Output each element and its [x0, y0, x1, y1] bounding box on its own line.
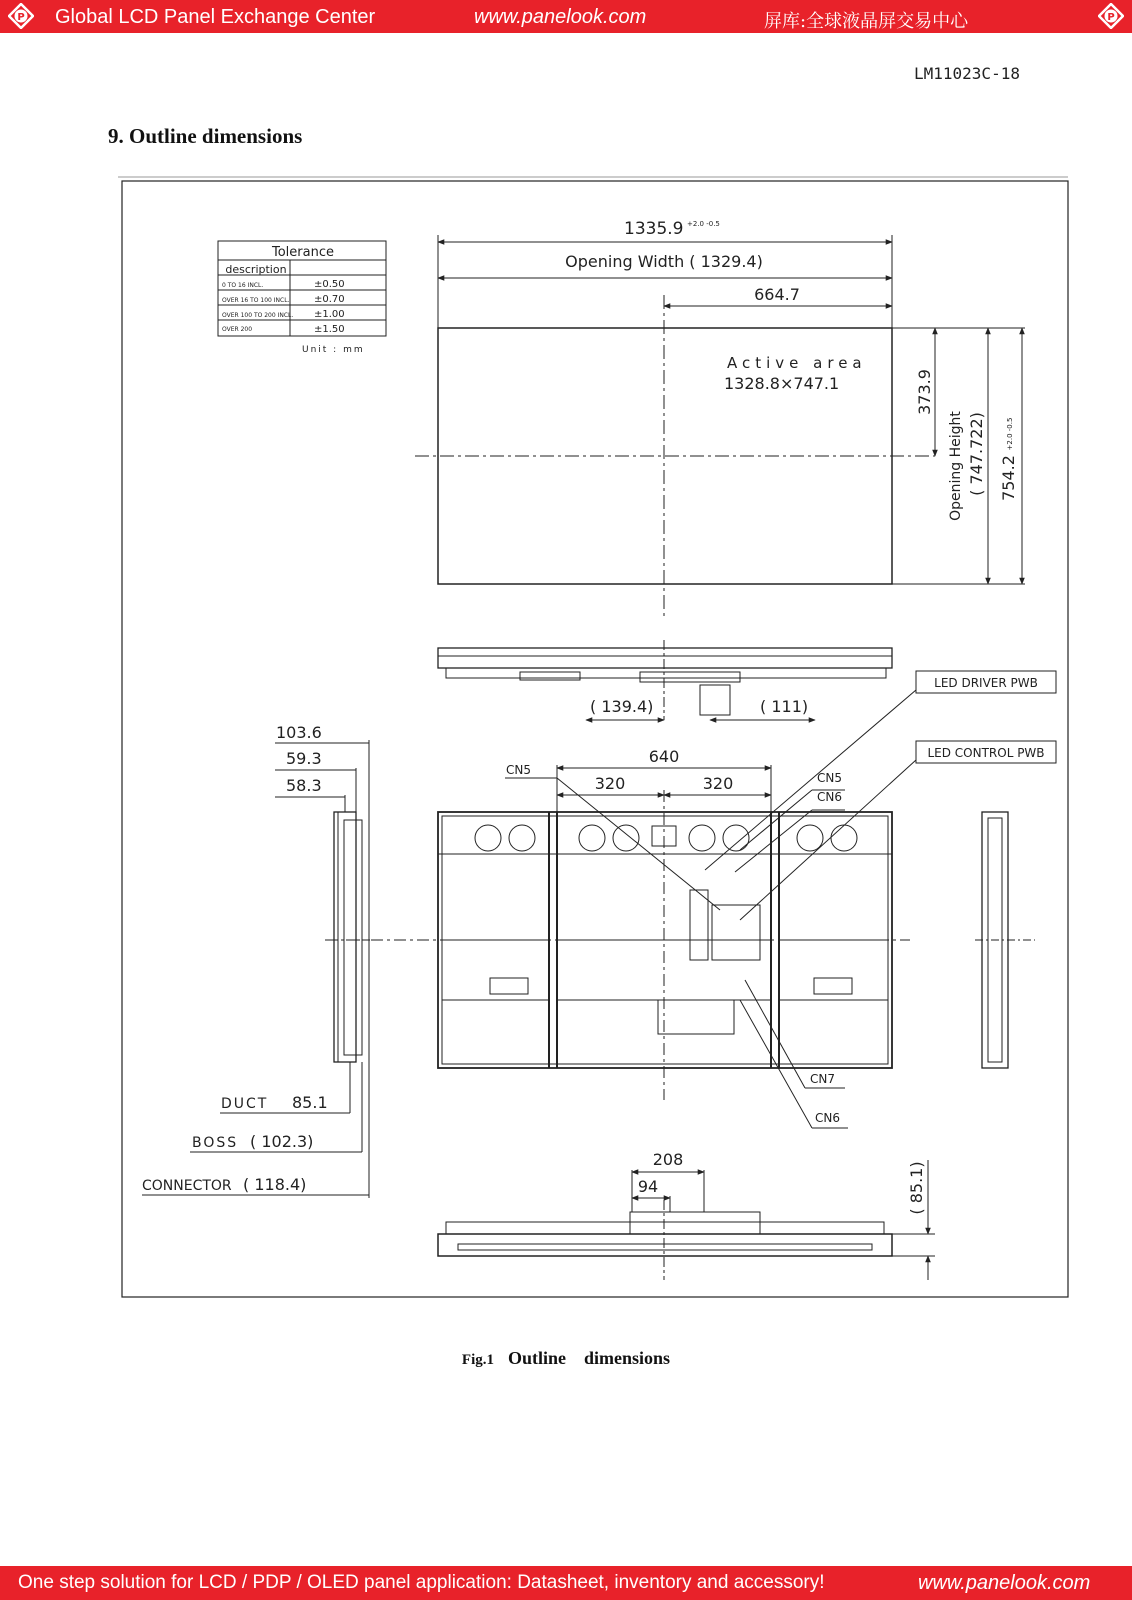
dim-320-left: 320 [594, 774, 626, 793]
figure-caption-text: Outline dimensions [508, 1348, 671, 1368]
tolerance-unit: Unit : mm [302, 345, 365, 355]
dim-59: 59.3 [286, 749, 322, 768]
dim-103: 103.6 [276, 723, 322, 742]
label-duct: DUCT [221, 1096, 269, 1112]
footer-url-link[interactable]: www.panelook.com [918, 1572, 1091, 1594]
opening-height-value: ( 747.722) [967, 412, 986, 496]
dim-duct: 85.1 [292, 1093, 328, 1112]
dim-94: 94 [637, 1177, 659, 1196]
callout-led-driver: LED DRIVER PWB [934, 676, 1038, 690]
dim-640: 640 [648, 747, 680, 766]
dim-208: 208 [652, 1150, 684, 1169]
tolerance-value: ±0.50 [314, 279, 345, 290]
active-area-value: 1328.8×747.1 [724, 374, 840, 393]
tolerance-value: ±1.00 [314, 309, 345, 320]
tolerance-range: OVER 100 TO 200 INCL. [222, 312, 294, 319]
dim-overall-width: 1335.9 [624, 219, 684, 239]
tolerance-range: 0 TO 16 INCL. [222, 282, 264, 289]
dim-139: ( 139.4) [590, 697, 654, 716]
callout-led-control: LED CONTROL PWB [927, 746, 1045, 760]
opening-height-label: Opening Height [948, 411, 964, 521]
dim-320-right: 320 [702, 774, 734, 793]
callout-cn7: CN7 [810, 1072, 835, 1086]
header-right-text: 屏库:全球液晶屏交易中心 [764, 11, 969, 32]
dim-boss: ( 102.3) [250, 1132, 314, 1151]
dim-half-width: 664.7 [754, 285, 800, 304]
dim-connector: ( 118.4) [243, 1175, 307, 1194]
header-url-link[interactable]: www.panelook.com [474, 6, 647, 28]
svg-text:P: P [1107, 12, 1115, 23]
tolerance-col-header: description [225, 263, 287, 276]
label-connector: CONNECTOR [142, 1178, 232, 1194]
tolerance-value: ±1.50 [314, 324, 345, 335]
callout-cn6-bottom: CN6 [815, 1111, 840, 1125]
callout-cn6-top: CN6 [817, 790, 842, 804]
footer-bar [0, 1566, 1132, 1600]
footer-text: One step solution for LCD / PDP / OLED panel application: Datasheet, inventory and accessory! [18, 1572, 825, 1593]
dim-opening-width: Opening Width ( 1329.4) [565, 252, 763, 271]
callout-cn5-right: CN5 [817, 771, 842, 785]
active-area-label: Active area [727, 354, 867, 372]
dim-85-bottom: ( 85.1) [907, 1161, 926, 1215]
document-id: LM11023C-18 [914, 64, 1020, 83]
figure-caption [0, 1348, 1132, 1369]
section-title: 9. Outline dimensions [108, 124, 303, 148]
svg-text:P: P [17, 12, 25, 23]
label-boss: BOSS [192, 1135, 239, 1151]
callout-cn5-left: CN5 [506, 763, 531, 777]
dim-58: 58.3 [286, 776, 322, 795]
tolerance-range: OVER 200 [222, 326, 253, 333]
tolerance-range: OVER 16 TO 100 INCL. [222, 297, 290, 304]
figure-number: Fig.1 [461, 1352, 495, 1368]
dim-half-height: 373.9 [915, 369, 934, 415]
dim-overall-height: 754.2 [999, 455, 1018, 501]
tolerance-title: Tolerance [272, 245, 334, 260]
dim-overall-height-tol: +2.0 -0.5 [1006, 417, 1014, 451]
header-left-text: Global LCD Panel Exchange Center [55, 6, 376, 28]
tolerance-value: ±0.70 [314, 294, 345, 305]
dim-111: ( 111) [760, 697, 809, 716]
dim-overall-width-tol: +2.0 -0.5 [687, 220, 720, 228]
